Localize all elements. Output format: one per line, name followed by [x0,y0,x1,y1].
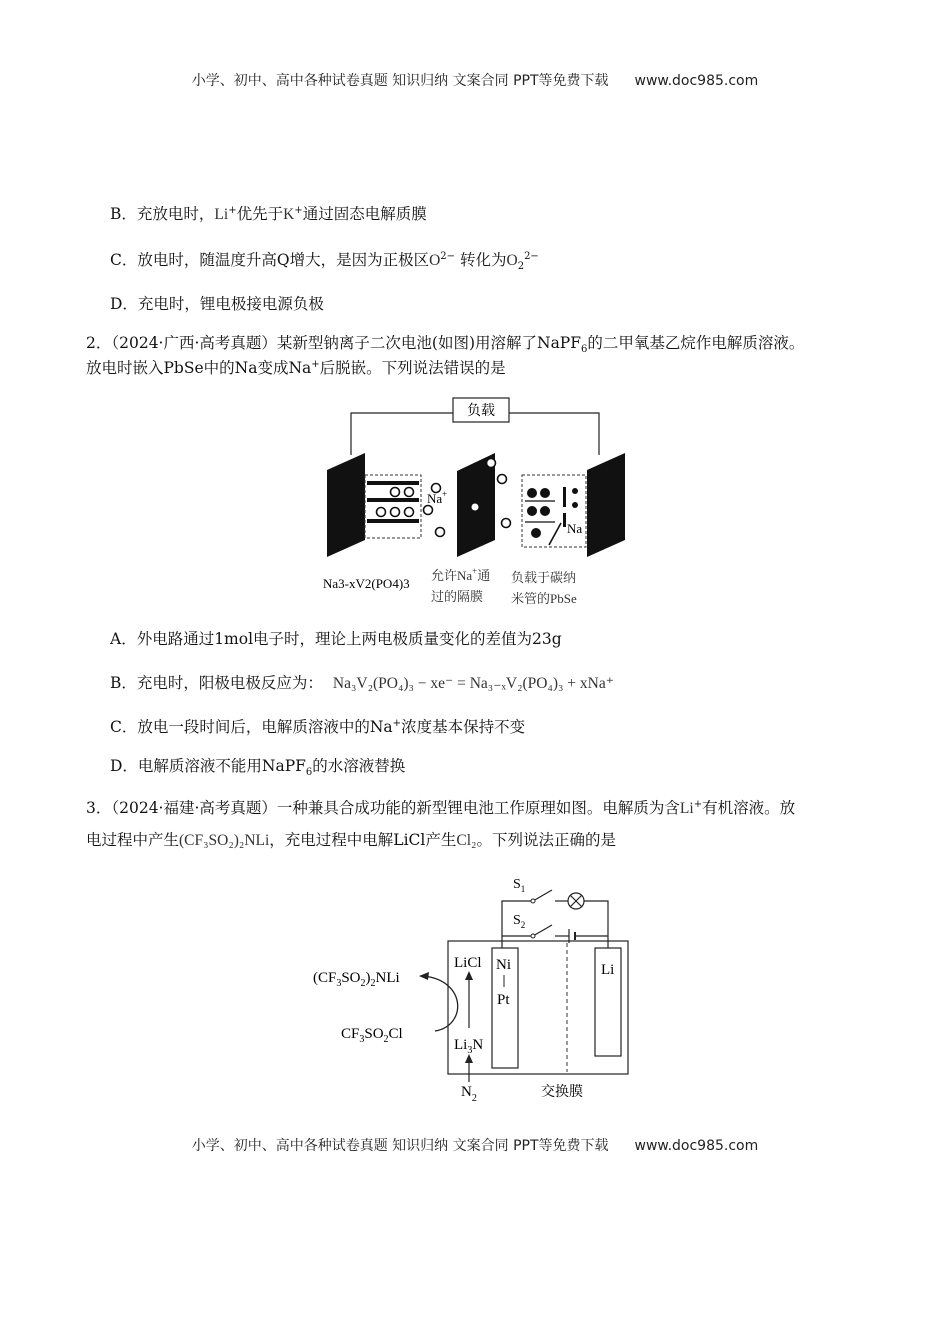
wire-right [509,413,599,455]
q2-stem-line-1: 2．（2024·广西·高考真题）某新型钠离子二次电池(如图)用溶解了NaPF$_6$的二甲氧基乙烷作电解质溶液。 [86,334,805,356]
pbse-particle [572,488,578,494]
n2-label: $N_2$ [461,1084,477,1104]
q3-stem-line-1: 3．（2024·福建·高考真题）一种兼具合成功能的新型锂电池工作原理如图。电解质为含Li+有机溶液。放 [86,798,796,817]
na-ion [424,506,433,515]
arrow-head [419,972,429,980]
li-label: Li [601,962,615,978]
left-layer-1 [367,481,419,485]
na-ion [436,528,445,537]
header-text: 小学、初中、高中各种试卷真题 知识归纳 文案合同 PPT等免费下载 [191,73,609,89]
q3-stem-line-2: 电过程中产生(CF₃SO₂)₂NLi，充电过程中电解LiCl产生Cl₂。下列说法正确的是 [86,831,616,849]
na-ion [502,519,511,528]
reagent-label: $CF_3SO_2Cl$ [341,1026,403,1045]
q2-option-c[interactable]: C．放电一段时间后，电解质溶液中的Na+浓度基本保持不变 [110,717,526,736]
q2-option-a[interactable]: A．外电路通过1mol电子时，理论上两电极质量变化的差值为23g [110,630,562,648]
right-na-label: Na [567,521,583,536]
left-layer-3 [367,519,419,523]
q2-option-d[interactable]: D．电解质溶液不能用NaPF$_6$的水溶液替换 [110,757,406,779]
na-ion-label: Na+ [427,489,448,506]
membrane-label: 交换膜 [541,1085,583,1100]
na-ion [498,475,507,484]
cnt-tube [563,513,566,527]
na-ion [391,488,400,497]
left-electrode [327,453,365,557]
switch-s1-pivot [531,899,535,903]
q2-option-b[interactable]: B．充电时，阳极电极反应为： Na₃V₂(PO₄)₃ − xe⁻ = Na₃₋ₓV₂(PO₄)₃ + xNa⁺ [110,674,614,692]
pbse-particle [527,506,537,516]
separator-label-2: 过的隔膜 [431,589,484,604]
page-footer [0,1135,950,1155]
s2-label: $S_2$ [513,913,526,930]
pbse-particle [540,506,550,516]
na-ion [487,459,496,468]
page-header [0,70,950,90]
pt-label: Pt [497,992,510,1008]
right-electrode-label-2: 米管的PbSe [511,591,577,606]
curved-arrow [423,976,458,1031]
q1-option-c[interactable]: C．放电时，随温度升高Q增大，是因为正极区$O^{2-}$ 转化为$O_2^{2-}$ [110,250,539,273]
na-ion [391,508,400,517]
na-ion [472,504,479,511]
right-electrode [587,453,625,557]
na-ion [405,488,414,497]
pbse-particle [531,528,541,538]
q2-stem-line-2: 放电时嵌入PbSe中的Na变成Na+后脱嵌。下列说法错误的是 [86,358,506,377]
licl-label: LiCl [454,955,482,971]
cnt-slash [549,523,561,545]
wire-left [351,413,453,455]
ni-label: Ni [496,957,511,973]
switch-s2[interactable] [533,925,552,936]
q3-battery-figure [305,868,640,1108]
footer-url[interactable]: www.doc985.com [634,1138,759,1154]
na-ion [377,508,386,517]
q2-option-b-formula: Na₃V₂(PO₄)₃ − xe⁻ = Na₃₋ₓV₂(PO₄)₃ + xNa⁺ [332,675,614,692]
switch-s1[interactable] [533,890,552,901]
product-label: $(CF_3SO_2)_2NLi$ [313,970,400,989]
pbse-particle [572,502,578,508]
na-ion [405,508,414,517]
left-electrode-label: Na3-xV2(PO4)3 [323,576,410,591]
li3n-label: $Li_3N$ [454,1037,484,1056]
left-layer-2 [367,498,419,502]
switch-s2-pivot [531,934,535,938]
cnt-tube [563,487,566,507]
s1-label: $S_1$ [513,877,526,894]
separator-label-1: 允许Na+通 [431,566,491,583]
footer-text: 小学、初中、高中各种试卷真题 知识归纳 文案合同 PPT等免费下载 [191,1138,609,1154]
header-url[interactable]: www.doc985.com [634,73,759,89]
pbse-particle [540,488,550,498]
load-label: 负载 [467,404,495,419]
arrow-head [465,971,473,980]
pbse-particle [527,488,537,498]
q2-battery-figure [315,395,645,610]
right-electrode-label-1: 负载于碳纳 [511,570,577,585]
q1-option-d[interactable]: D．充电时，锂电极接电源负极 [110,295,324,313]
q1-option-b[interactable]: B．充放电时，Li+优先于K+通过固态电解质膜 [110,204,427,223]
